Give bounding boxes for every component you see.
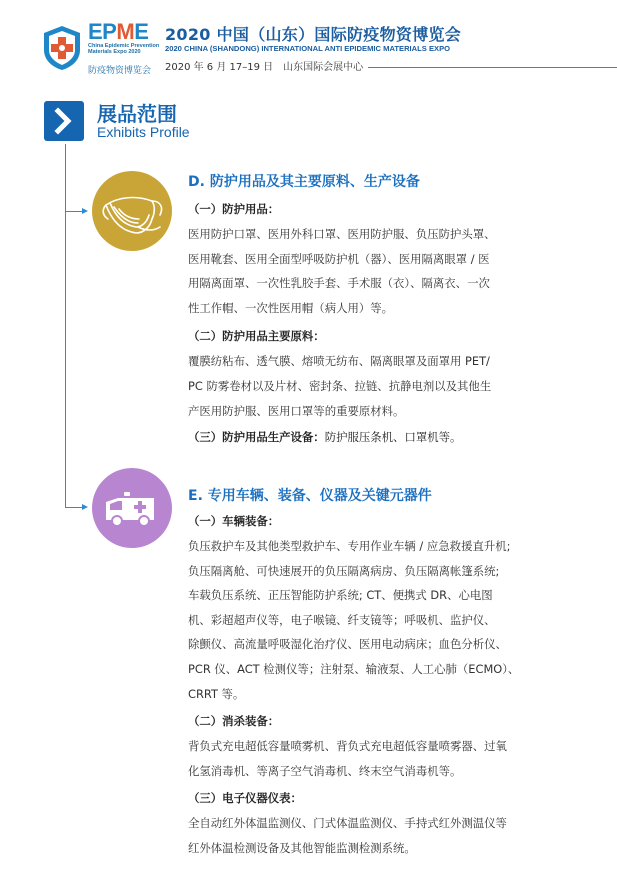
group-label: （二）防护用品主要原料： — [188, 329, 325, 344]
mask-icon — [92, 171, 172, 251]
connector-e — [65, 507, 83, 508]
expo-title-en: 2020 CHINA (SHANDONG) INTERNATIONAL ANTI EPIDEMIC MATERIALS EXPO — [165, 44, 451, 53]
group-label: （三）电子仪器仪表： — [188, 791, 302, 806]
arrow-right-icon — [82, 208, 88, 214]
logo-chinese-name: 防疫物资博览会 — [88, 66, 152, 76]
section-subtitle: Exhibits Profile — [97, 124, 190, 140]
group-label: （二）消杀装备： — [188, 714, 280, 729]
ambulance-icon — [92, 468, 172, 548]
shield-cross-icon — [40, 24, 84, 72]
arrow-right-icon — [82, 504, 88, 510]
group-text: 全自动红外体温监测仪、门式体温监测仪、手持式红外测温仪等 红外体温检测设备及其他智能监测检测系统。 — [188, 816, 507, 855]
group-text: 医用防护口罩、医用外科口罩、医用防护服、负压防护头罩、 医用靴套、医用全面型呼吸防护机（器）、医用隔离眼罩 / 医 用隔离面罩、一次性乳胶手套、手术服（衣）、隔离衣、一次 性工作帽、一次性医用帽（病人用）等。 — [188, 227, 496, 315]
group-label: （一）防护用品： — [188, 202, 280, 216]
group-label: （三）防护用品生产设备：防护服压条机、口罩机等。 — [188, 430, 462, 445]
expo-logo — [40, 20, 160, 76]
category-title: E. 专用车辆、装备、仪器及关键元器件 — [188, 488, 432, 504]
group-text: 背负式充电超低容量喷雾机、背负式充电超低容量喷雾器、过氧 化氢消毒机、等离子空气消毒机、终末空气消毒机等。 — [188, 739, 507, 778]
group-label: （一）车辆装备： — [188, 514, 280, 528]
category-e — [188, 484, 573, 861]
timeline-line — [65, 144, 66, 508]
expo-date-venue: 2020 年 6 月 17–19 日 山东国际会展中心 — [165, 62, 364, 73]
group-text: 负压救护车及其他类型救护车、专用作业车辆 / 应急救援直升机; 负压隔离舱、可快速展开的负压隔离病房、负压隔离帐篷系统; 车载负压系统、正压智能防护系统; CT、便携式 DR、心电图 机、彩超超声仪等，电子喉镜、纤支镜等；呼吸机、监护仪、 除颤仪、高流量呼吸湿化治疗仪、医用电动病床；血色分析仪、 PCR 仪、ACT 检测仪等；注射泵、输液泵、人工心肺（ECMO）、 CRRT 等。 — [188, 539, 520, 701]
logo-wordmark: EPME — [88, 19, 149, 44]
section-title: 展品范围 — [97, 102, 177, 126]
group-text: 覆膜纺粘布、透气膜、熔喷无纺布、隔离眼罩及面罩用 PET/ PC 防雾卷材以及片材、密封条、拉链、抗静电剂以及其他生 产医用防护服、医用口罩等的重要原材料。 — [188, 354, 492, 418]
logo-subtitle: China Epidemic Prevention Materials Expo 2020 — [88, 43, 160, 55]
category-d — [188, 170, 573, 450]
category-title: D. 防护用品及其主要原料、生产设备 — [188, 174, 420, 190]
chevron-right-icon — [44, 101, 84, 141]
expo-title: 2020 中国（山东）国际防疫物资博览会 — [165, 25, 462, 44]
connector-d — [65, 211, 83, 212]
header-divider — [368, 67, 617, 68]
